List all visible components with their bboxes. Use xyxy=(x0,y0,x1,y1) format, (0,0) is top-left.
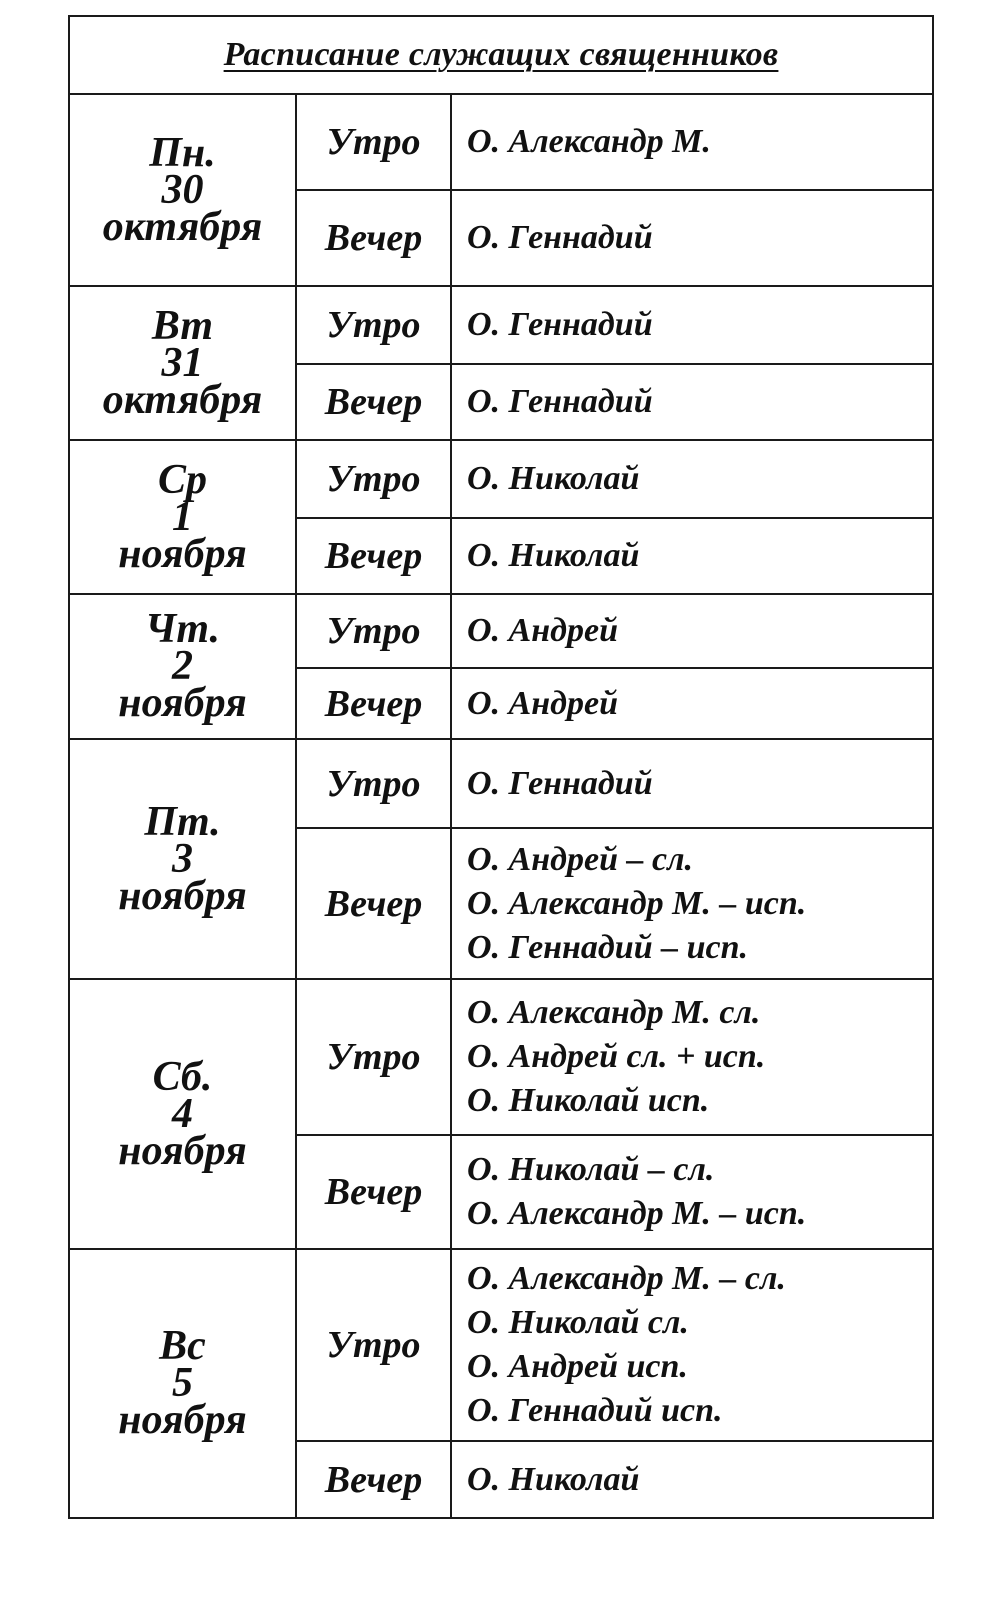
priest-name: О. Николай – сл. xyxy=(467,1151,715,1188)
priest-names-cell xyxy=(451,668,933,739)
month-label: октября xyxy=(102,203,263,250)
weekday-label: Пт. xyxy=(144,798,221,845)
period-label: Утро xyxy=(296,94,451,190)
priest-name: О. Александр М. сл. xyxy=(467,994,761,1031)
priest-names-cell xyxy=(451,286,933,364)
date-number: 30 xyxy=(161,166,204,213)
month-label: ноября xyxy=(118,1127,247,1174)
month-label: ноября xyxy=(118,1397,247,1443)
period-label: Утро xyxy=(296,594,451,668)
priest-names-cell xyxy=(451,364,933,440)
weekday-label: Пн. xyxy=(149,129,216,176)
priest-name: О. Андрей исп. xyxy=(467,1348,688,1385)
priest-names-cell xyxy=(451,828,933,979)
period-label: Утро xyxy=(296,979,451,1135)
priest-name: О. Геннадий xyxy=(467,219,653,256)
priest-names-cell xyxy=(451,979,933,1135)
priest-name: О. Александр М. – исп. xyxy=(467,1195,807,1232)
priest-name: О. Николай xyxy=(467,1460,640,1498)
priest-names-cell xyxy=(451,1135,933,1249)
priest-name: О. Геннадий xyxy=(467,383,653,420)
priest-name: О. Геннадий исп. xyxy=(467,1392,723,1429)
period-label: Вечер xyxy=(296,1135,451,1249)
period-label: Вечер xyxy=(296,364,451,440)
day-cell xyxy=(69,979,296,1249)
date-number: 4 xyxy=(172,1090,193,1137)
day-cell xyxy=(69,594,296,739)
priest-name: О. Николай сл. xyxy=(467,1304,689,1341)
priest-name: О. Александр М. xyxy=(467,123,711,160)
schedule-body xyxy=(69,16,933,1518)
day-cell xyxy=(69,94,296,286)
weekday-label: Вс xyxy=(159,1323,206,1369)
title-row xyxy=(69,16,933,94)
priest-names-cell xyxy=(451,739,933,828)
period-label: Вечер xyxy=(296,668,451,739)
weekday-label: Вт xyxy=(151,302,214,349)
month-label: ноября xyxy=(118,872,247,919)
schedule-row xyxy=(69,286,933,364)
priest-names-cell xyxy=(451,518,933,594)
priest-names-cell xyxy=(451,1441,933,1518)
day-cell xyxy=(69,440,296,594)
day-cell xyxy=(69,286,296,440)
schedule-title: Расписание служащих священников xyxy=(223,36,779,73)
period-label: Утро xyxy=(296,440,451,518)
priest-name: О. Николай исп. xyxy=(467,1082,710,1119)
period-label: Вечер xyxy=(296,518,451,594)
period-label: Утро xyxy=(296,286,451,364)
date-number: 3 xyxy=(172,835,193,882)
schedule-row xyxy=(69,440,933,518)
period-label: Утро xyxy=(296,739,451,828)
schedule-row xyxy=(69,739,933,828)
period-label: Вечер xyxy=(296,828,451,979)
priest-name: О. Геннадий xyxy=(467,306,653,343)
weekday-label: Чт. xyxy=(144,606,221,652)
schedule-row xyxy=(69,594,933,668)
priest-names-cell xyxy=(451,1249,933,1441)
priest-name: О. Андрей сл. + исп. xyxy=(467,1038,766,1075)
day-cell xyxy=(69,1249,296,1518)
date-number: 5 xyxy=(172,1360,193,1406)
title-cell xyxy=(69,16,933,94)
priest-names-cell xyxy=(451,94,933,190)
date-number: 1 xyxy=(172,493,193,540)
month-label: ноября xyxy=(118,680,247,726)
priest-name: О. Андрей xyxy=(467,612,618,649)
schedule-row xyxy=(69,1249,933,1441)
priest-names-cell xyxy=(451,190,933,286)
priest-name: О. Андрей – сл. xyxy=(467,840,694,878)
schedule-table xyxy=(68,15,934,1519)
schedule-row xyxy=(69,979,933,1135)
priest-name: О. Александр М. – сл. xyxy=(467,1260,786,1297)
period-label: Вечер xyxy=(296,190,451,286)
month-label: октября xyxy=(102,376,263,423)
weekday-label: Сб. xyxy=(152,1053,213,1100)
date-number: 2 xyxy=(172,643,193,689)
priest-name: О. Александр М. – исп. xyxy=(467,884,807,922)
priest-name: О. Николай xyxy=(467,460,640,497)
schedule-row xyxy=(69,94,933,190)
priest-name: О. Геннадий – исп. xyxy=(467,928,749,966)
priest-names-cell xyxy=(451,594,933,668)
priest-names-cell xyxy=(451,440,933,518)
priest-name: О. Андрей xyxy=(467,684,618,722)
priest-name: О. Геннадий xyxy=(467,764,653,802)
date-number: 31 xyxy=(161,339,204,386)
period-label: Утро xyxy=(296,1249,451,1441)
day-cell xyxy=(69,739,296,979)
month-label: ноября xyxy=(118,530,247,577)
weekday-label: Ср xyxy=(157,456,207,503)
priest-name: О. Николай xyxy=(467,537,640,574)
period-label: Вечер xyxy=(296,1441,451,1518)
